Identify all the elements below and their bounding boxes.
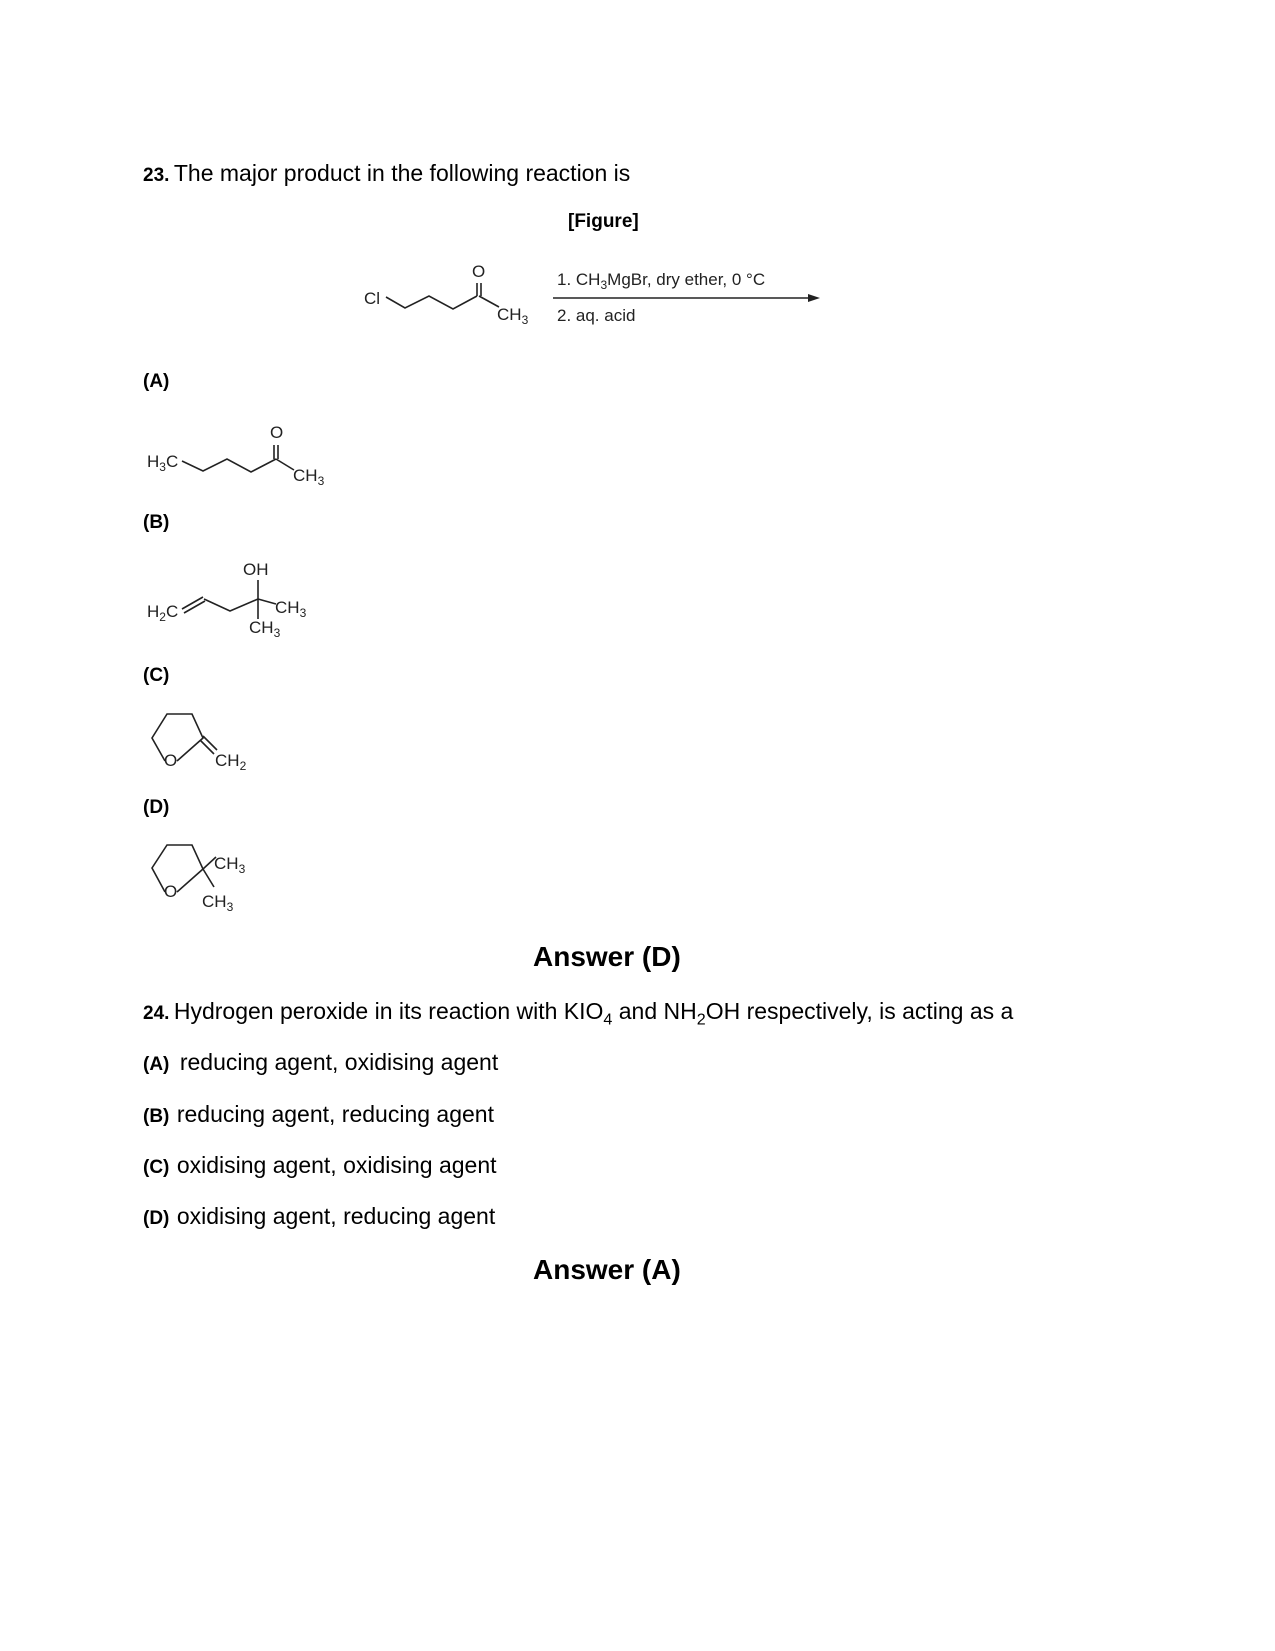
- reaction-arrow-head: [808, 294, 820, 302]
- reactant-chain-bonds: [386, 296, 477, 309]
- ch3-group-lower: $CH_3$: [202, 892, 234, 914]
- reactant-cl-atom: Cl: [364, 289, 381, 308]
- h3c-group: $H_3C$: [147, 452, 179, 474]
- ch3-group-upper: $CH_3$: [214, 854, 246, 876]
- option-text: oxidising agent, oxidising agent: [176, 1152, 497, 1178]
- option-label: (A): [143, 1054, 170, 1075]
- option-a-row: [143, 1049, 498, 1076]
- option-a-label: (A): [143, 371, 170, 392]
- option-a-structure: [140, 415, 360, 495]
- option-label: (B): [143, 1106, 170, 1127]
- question-number: 24.: [143, 1003, 170, 1024]
- question-text: The major product in the following reaction is: [173, 160, 631, 186]
- ch3-group-upper: $CH_3$: [275, 598, 307, 620]
- option-c-row: [143, 1152, 497, 1179]
- condition-step-1: 1. $CH_3MgBr$, dry ether, 0 °C: [557, 270, 766, 292]
- methyl-bond-lower: [203, 869, 214, 887]
- option-label: (C): [143, 1157, 170, 1178]
- option-d-structure: [140, 835, 360, 920]
- condition-step-2: 2. aq. acid: [557, 306, 636, 325]
- methyl-bond: [276, 459, 294, 470]
- question-text: Hydrogen peroxide in its reaction with $KIO_4$ and $NH_2OH$ respectively, is acting as a: [173, 998, 1014, 1029]
- exocyclic-double-bond-2: [200, 740, 214, 754]
- reactant-methyl-bond: [479, 296, 499, 307]
- option-b-structure: [140, 555, 360, 645]
- thf-ring-bonds: [152, 714, 203, 761]
- chain-bonds: [182, 459, 276, 472]
- question-number: 23.: [143, 165, 170, 186]
- option-c-structure: [140, 700, 360, 780]
- ch3-group: $CH_3$: [293, 466, 325, 488]
- ch3-group-lower: $CH_3$: [249, 618, 281, 640]
- reaction-scheme: [350, 250, 840, 340]
- answer-23: Answer (D): [533, 941, 681, 972]
- reactant-o-atom: O: [472, 262, 486, 281]
- question-23-stem: [143, 160, 630, 187]
- option-text: oxidising agent, reducing agent: [176, 1203, 496, 1229]
- ring-o-atom: O: [164, 882, 178, 901]
- exocyclic-double-bond-1: [203, 736, 217, 750]
- option-b-row: [143, 1101, 494, 1128]
- figure-caption: [Figure]: [568, 211, 639, 232]
- option-b-label: (B): [143, 512, 170, 533]
- option-label: (D): [143, 1208, 170, 1229]
- vinyl-double-bond-1: [182, 597, 203, 609]
- carbinol-methyl-bond: [258, 599, 276, 604]
- ch2-group: $CH_2$: [215, 751, 247, 773]
- vinyl-double-bond-2: [184, 601, 205, 613]
- option-text: reducing agent, reducing agent: [176, 1101, 494, 1127]
- thf-ring-bonds: [152, 845, 203, 892]
- h2c-group: $H_2C$: [147, 602, 179, 624]
- option-c-label: (C): [143, 665, 170, 686]
- reactant-ch3-label: $CH_3$: [497, 305, 529, 327]
- oh-group: OH: [243, 560, 269, 579]
- chain-bonds: [204, 599, 258, 611]
- answer-24: Answer (A): [533, 1254, 681, 1285]
- option-text: reducing agent, oxidising agent: [179, 1049, 499, 1075]
- o-atom: O: [270, 423, 284, 442]
- option-d-label: (D): [143, 797, 170, 818]
- question-24-stem: [143, 998, 1013, 1030]
- option-d-row: [143, 1203, 495, 1230]
- ring-o-atom: O: [164, 751, 178, 770]
